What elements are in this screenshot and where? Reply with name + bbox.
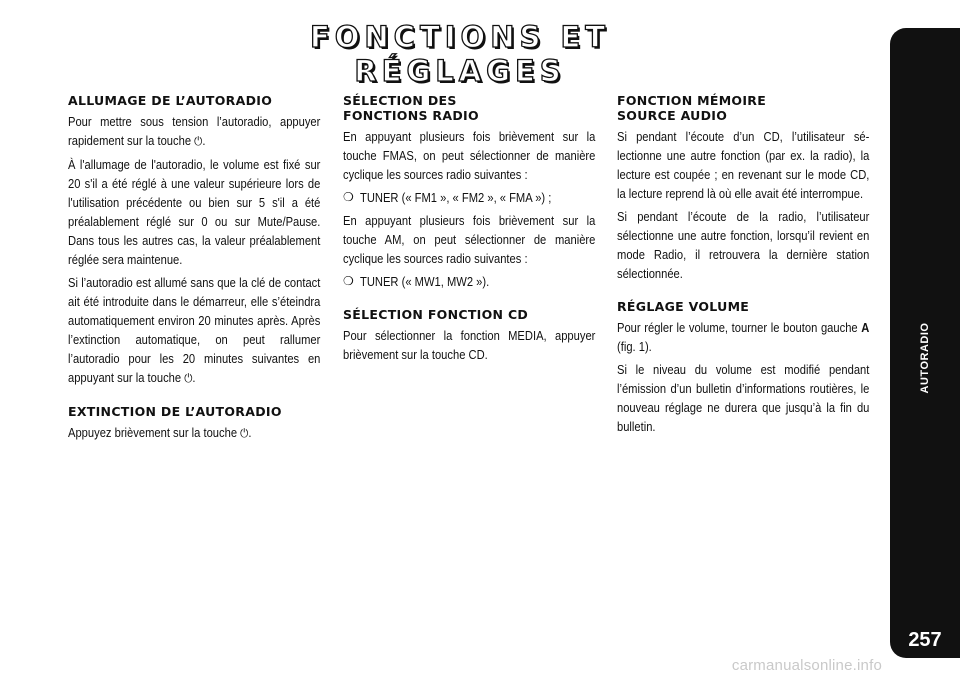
paragraph: Si le niveau du volume est modifié pendant l’émission d’un bulletin d’informations routières, le nouveau réglage ne durera que jusqu’à la fin du bulletin.: [617, 362, 870, 434]
paragraph: À l'allumage de l'autoradio, le volume est fixé sur 20 s'il a été réglé à une valeur supérieure lors de l'utilisation précédente ou bien sur 5 s'il a été préalablement réglé sur 0 ou sur Mute/Pause. Dans tous les autres cas, la valeur préalablement réglée sera maintenue.: [68, 157, 321, 267]
heading-selection-cd: SÉLECTION FONCTION CD: [343, 307, 529, 322]
key-letter: A: [861, 320, 870, 335]
paragraph: Pour mettre sous tension l’autoradio, appuyer rapidement sur la touche ⏻.: [68, 114, 321, 148]
heading-selection-radio: SÉLECTION DES FONCTIONS RADIO: [343, 93, 479, 123]
section-label: AUTORADIO: [919, 322, 931, 394]
list-item: ❍ TUNER (« FM1 », « FM2 », « FMA ») ;: [343, 190, 552, 205]
page-number: 257: [908, 629, 942, 651]
column-selection: [343, 93, 596, 368]
paragraph: Si pendant l’écoute de la radio, l’utilisateur sélectionne une autre fonction, lorsqu’il revient en mode Radio, il retrouvera la dernière station sélectionnée.: [617, 209, 870, 281]
watermark: carmanualsonline.info: [731, 657, 882, 674]
power-button-icon: ⏻: [194, 134, 203, 148]
paragraph: Pour régler le volume, tourner le bouton gauche A (fig. 1).: [617, 320, 870, 354]
paragraph: Si pendant l’écoute d’un CD, l’utilisateur sélectionne une autre fonction (par ex. la radio), la lecture est coupée ; en revenant sur le mode CD, la lecture reprend là où elle avait été interrompue.: [617, 129, 870, 201]
page-title: FONCTIONS ET RÉGLAGES: [309, 20, 611, 88]
heading-extinction: EXTINCTION DE L’AUTORADIO: [68, 404, 282, 419]
circle-bullet-icon: ❍: [343, 190, 354, 204]
paragraph: Appuyez brièvement sur la touche ⏻.: [68, 425, 252, 440]
paragraph: En appuyant plusieurs fois brièvement sur la touche FMAS, on peut sélectionner de manière cyclique les sources radio suivantes :: [343, 129, 596, 182]
heading-allumage: ALLUMAGE DE L’AUTORADIO: [68, 93, 273, 108]
column-allumage: [68, 93, 321, 447]
heading-memoire: FONCTION MÉMOIRE SOURCE AUDIO: [617, 93, 767, 123]
column-memoire: [617, 93, 870, 440]
paragraph: Pour sélectionner la fonction MEDIA, appuyer brièvement sur la touche CD.: [343, 328, 596, 362]
heading-volume: RÉGLAGE VOLUME: [617, 299, 750, 314]
section-side-tab: [890, 28, 960, 658]
power-button-icon: ⏻: [240, 426, 249, 440]
paragraph: Si l’autoradio est allumé sans que la clé de contact ait été introduite dans le démarreur, elle s’éteindra automatiquement environ 20 minutes après. Après l’extinction automatique, on peut rallumer l’autoradio pour les 20 minutes suivantes en appuyant sur la touche ⏻.: [68, 275, 321, 385]
circle-bullet-icon: ❍: [343, 274, 354, 288]
power-button-icon: ⏻: [184, 371, 193, 385]
paragraph: En appuyant plusieurs fois brièvement sur la touche AM, on peut sélectionner de manière cyclique les sources radio suivantes :: [343, 213, 596, 266]
list-item: ❍ TUNER (« MW1, MW2 »).: [343, 274, 489, 289]
